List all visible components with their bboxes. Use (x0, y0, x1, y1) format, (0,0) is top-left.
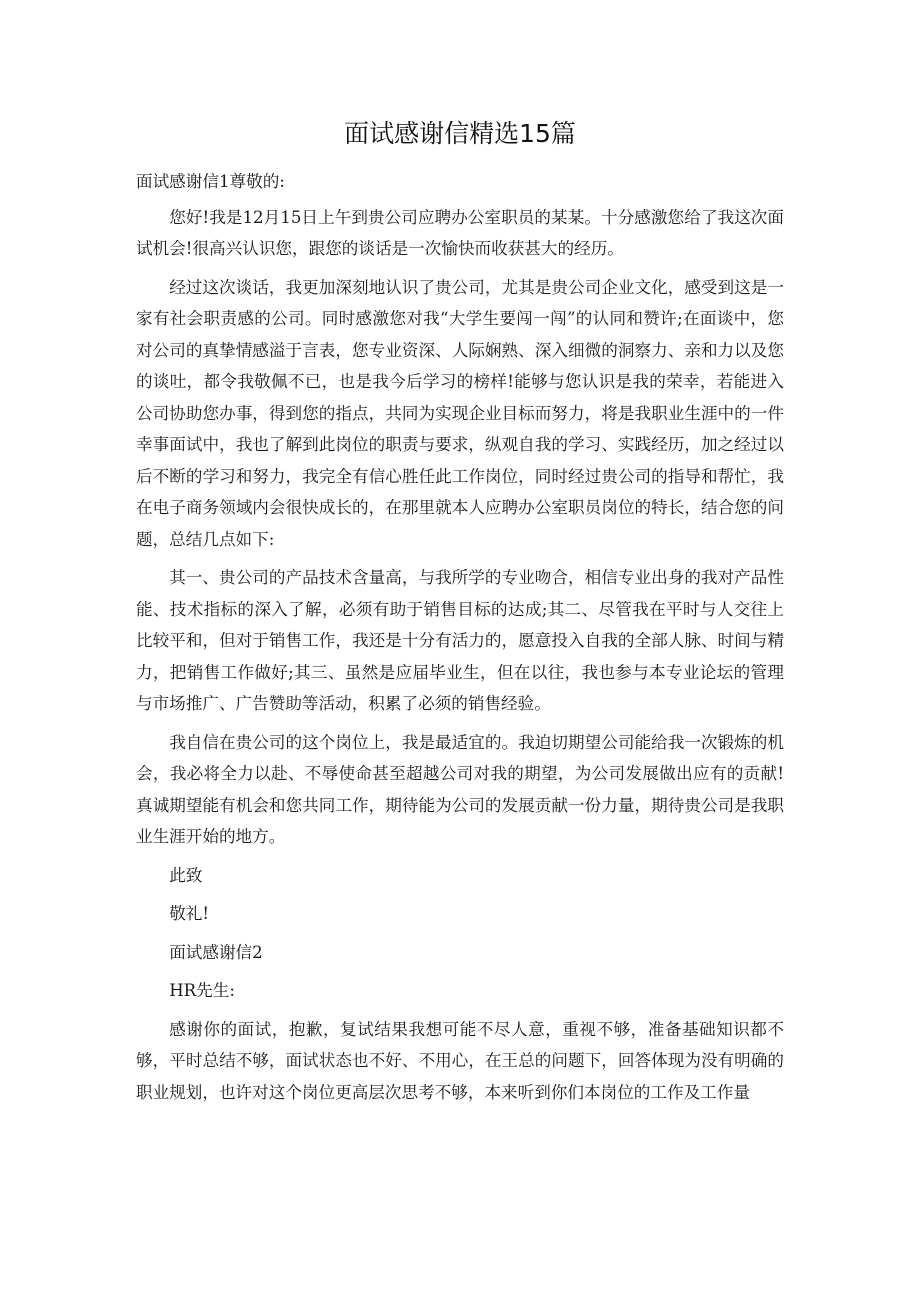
document-title: 面试感谢信精选15篇 (344, 119, 576, 148)
document-body (136, 166, 784, 1115)
letter-heading: 面试感谢信1尊敬的: (136, 172, 285, 191)
paragraph: 感谢你的面试，抱歉，复试结果我想可能不尽人意，重视不够，准备基础知识都不够，平时总结不够，面试状态也不好、不用心，在王总的问题下，回答体现为没有明确的职业规划，也许对这个岗位更高层次思考不够，本来听到你们本岗位的工作及工作量 (136, 1019, 784, 1102)
salutation: HR先生: (169, 981, 235, 1000)
closing-salutation: 敬礼! (169, 904, 210, 923)
paragraph: 其一、贵公司的产品技术含量高，与我所学的专业吻合，相信专业出身的我对产品性能、技术指标的深入了解，必须有助于销售目标的达成;其二、尽管我在平时与人交往上比较平和，但对于销售工作，我还是十分有活力的，愿意投入自我的全部人脉、时间与精力，把销售工作做好;其三、虽然是应届毕业生，但在以往，我也参与本专业论坛的管理与市场推广、广告赞助等活动，积累了必须的销售经验。 (136, 568, 784, 713)
letter-heading: 面试感谢信2 (169, 942, 263, 962)
paragraph: 经过这次谈话，我更加深刻地认识了贵公司，尤其是贵公司企业文化，感受到这是一家有社会职责感的公司。同时感激您对我“大学生要闯一闯”的认同和赞许;在面谈中，您对公司的真挚情感溢于言表，您专业资深、人际娴熟、深入细微的洞察力、亲和力以及您的谈吐，都令我敬佩不已，也是我今后学习的榜样!能够与您认识是我的荣幸，若能进入公司协助您办事，得到您的指点，共同为实现企业目标而努力，将是我职业生涯中的一件幸事面试中，我也了解到此岗位的职责与要求，纵观自我的学习、实践经历，加之经过以后不断的学习和努力，我完全有信心胜任此工作岗位，同时经过贵公司的指导和帮忙，我在电子商务领域内会很快成长的，在那里就本人应聘办公室职员岗位的特长，结合您的问题，总结几点如下: (136, 277, 784, 549)
paragraph: 您好!我是12月15日上午到贵公司应聘办公室职员的某某。十分感激您给了我这次面试机会!很高兴认识您，跟您的谈话是一次愉快而收获甚大的经历。 (136, 207, 784, 258)
paragraph: 我自信在贵公司的这个岗位上，我是最适宜的。我迫切期望公司能给我一次锻炼的机会，我必将全力以赴、不辱使命甚至超越公司对我的期望，为公司发展做出应有的贡献!真诚期望能有机会和您共同工作，期待能为公司的发展贡献一份力量，期待贵公司是我职业生涯开始的地方。 (136, 732, 784, 846)
closing-line: 此致 (169, 865, 203, 885)
